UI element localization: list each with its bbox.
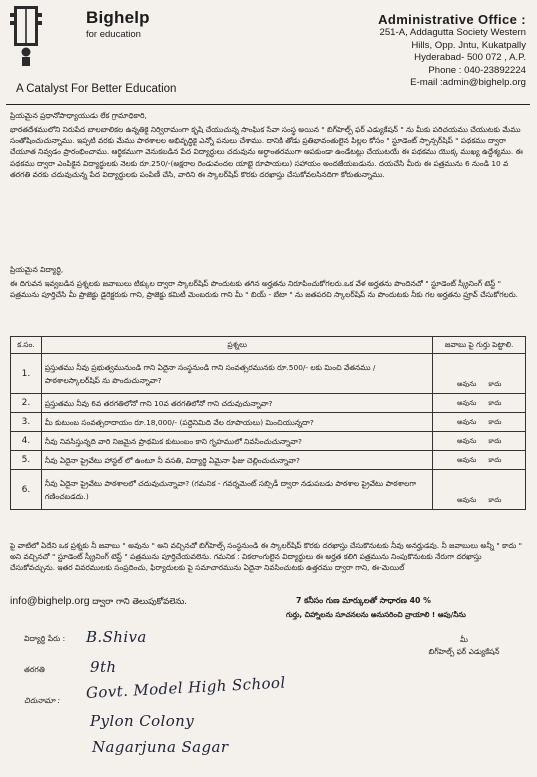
office-phone: Phone : 040-23892224 bbox=[428, 64, 526, 76]
question: నీవు నివసిస్తున్నది వారి నిజమైన ప్రాథమిక కుటుంబం కాని గృహములో నివసించుచున్నావా? bbox=[41, 432, 432, 451]
answer-options[interactable] bbox=[433, 413, 526, 432]
row-number: 4. bbox=[11, 432, 42, 451]
question: మీ కుటుంబ సంవత్సరాదాయం రూ.18,000/- (పద్దెనిమిది వేల రూపాయలు) మించియున్నదా? bbox=[41, 413, 432, 432]
col-sno: క.సం. bbox=[11, 337, 42, 354]
row-number: 5. bbox=[11, 451, 42, 470]
row-number: 2. bbox=[11, 394, 42, 413]
closing-paragraph: పై వాటిలో ఏదేని ఒక ప్రశ్నకు నీ జవాబు " అవును " అని వచ్చినచో బిగ్‌హెల్ప్ సంస్థనుండి ఈ స్కాలర్‌షిప్ కొరకు దరఖాస్తు చేసుకొనుటకు నీవు అనర్హుడవు. నీ జవాబులు అన్నీ " కాదు " అని వచ్చినచో " స్టూడెంట్ స్క్రీనింగ్ టెస్ట్ " పత్రమును పూర్తిచేయవలెను. గమనిక : వికలాంగులైన విద్యార్థులు ఈ అర్హత కలిగి పత్రమును నింపుకొనుటకు నేరుగా దరఖాస్తు చేసుకోవచ్చును. ఇతర వివరములకు సంప్రదించు, ఫిర్యాదులకు పై సమాచారమును ఏదైనా నివసించుటకు ఉత్తరము ద్వారా గాని, ఈ-మెయిల్ bbox=[10, 541, 523, 573]
answer-options[interactable] bbox=[433, 470, 526, 510]
address-line-3[interactable]: Nagarjuna Sagar bbox=[92, 738, 229, 756]
table-row bbox=[11, 354, 526, 394]
bighelp-logo-icon bbox=[8, 4, 44, 68]
col-questions: ప్రశ్నలు bbox=[41, 337, 432, 354]
yes-option[interactable]: అవును bbox=[456, 496, 477, 504]
office-line: 251-A, Addagutta Society Western bbox=[379, 27, 526, 38]
note-marks: 7 కనీసం గుణ మార్కులతో సాధారణ 40 % bbox=[296, 596, 431, 605]
table-row bbox=[11, 413, 526, 432]
intro-paragraph: భారతదేశములోని నిరుపేద బాలబాలికల ఉన్నతికై నిర్విరామంగా కృషి చేయుచున్న సాంఘిక సేవా సంస్థ అయిన " బిగ్‌హెల్ప్ ఫర్ ఎడ్యుకేషన్ " ను మీకు పరిచయము చేయుటకు మేము సంతోషించుచున్నాము. ఇప్పటి వరకు మేము పాఠశాలల అభివృద్ధికై ఎన్నో పనులు చేశాము. దానికి తోడు ప్రతిభావంతులైన పిల్లల కోసం " స్టూడెంట్ స్పాన్సర్‌షిప్ " పథకము ద్వారా చేయూత నివ్వడం ప్రారంభించాము. ఆర్థికముగా వెనుకబడిన పేద విద్యార్థులు చదువును అర్ధాంతరముగా ఆపకుండా ఉండేటట్లు చేయుటయే ఈ పథకము యొక్క ముఖ్య ఉద్దేశ్యము. ఈ పథకము ద్వారా ఎంపికైన విద్యార్థులకు నెలకు రూ.250/-(అక్షరాల రెండువందల యాభై రూపాయలు) సహాయం అందజేయబడును. దయచేసి మీరు ఈ పత్రమును 6 నుండి 10 వ తరగతి వరకు చదువుచున్న పేద విద్యార్థులకు పంపిణీ చేసి, వారిని ఈ స్కాలర్‌షిప్ కొరకు దరఖాస్తు చేసుకోవలసినదిగా కోరుతున్నాము. bbox=[10, 125, 523, 179]
yes-option[interactable]: అవును bbox=[456, 456, 477, 464]
no-option[interactable]: కాదు bbox=[488, 437, 502, 445]
contact-email bbox=[10, 596, 187, 608]
office-title: Administrative Office : bbox=[378, 12, 526, 27]
class-label: తరగతి bbox=[24, 665, 45, 674]
question: ప్రస్తుతము నీవు ప్రభుత్వమునుండి గాని ఏదైనా సంస్థనుండి గాని సంవత్సరమునకు రూ.500/- లకు మించి వేతనము / పాఠశాలస్కాలర్‌షిప్ ను పొందుచున్నావా? bbox=[41, 354, 432, 394]
brand-name: Bighelp bbox=[86, 8, 150, 27]
no-option[interactable]: కాదు bbox=[488, 399, 502, 407]
yes-option[interactable]: అవును bbox=[456, 380, 477, 388]
answer-options[interactable] bbox=[433, 451, 526, 470]
row-number: 6. bbox=[11, 470, 42, 510]
eligibility-table bbox=[10, 336, 526, 510]
brand-subtitle: for education bbox=[86, 29, 141, 40]
table-row bbox=[11, 394, 526, 413]
student-salutation: ప్రియమైన విద్యార్థి, bbox=[10, 265, 64, 274]
answer-options[interactable] bbox=[433, 394, 526, 413]
table-row bbox=[11, 470, 526, 510]
signature-org: బిగ్‌హెల్ప్ ఫర్ ఎడ్యుకేషన్ bbox=[428, 647, 500, 656]
row-number: 1. bbox=[11, 354, 42, 394]
address-line-1[interactable]: Govt. Model High School bbox=[85, 673, 286, 702]
office-address bbox=[306, 12, 526, 90]
yes-option[interactable]: అవును bbox=[456, 399, 477, 407]
tagline: A Catalyst For Better Education bbox=[16, 83, 177, 95]
class-field[interactable]: 9th bbox=[90, 658, 117, 676]
office-line: Hyderabad- 500 072 , A.P. bbox=[414, 52, 526, 64]
table-row bbox=[11, 451, 526, 470]
no-option[interactable]: కాదు bbox=[488, 380, 502, 388]
no-option[interactable]: కాదు bbox=[488, 496, 502, 504]
header-divider bbox=[6, 104, 530, 105]
note-instructions: గుర్తు, చిహ్నాలను సూచనలను అనుసరించి వ్రాయాలి ! ఆపు/నీను bbox=[286, 610, 466, 619]
signature-line: మీ bbox=[460, 635, 468, 644]
office-line: Hills, Opp. Jntu, Kukatpally bbox=[411, 39, 526, 51]
table-header-row bbox=[11, 337, 526, 354]
name-label: విద్యార్థి పేరు : bbox=[24, 634, 66, 643]
salutation: ప్రియమైన ప్రధానోపాధ్యాయుడు లేక గ్రామాధికారి, bbox=[10, 111, 147, 120]
table-row bbox=[11, 432, 526, 451]
row-number: 3. bbox=[11, 413, 42, 432]
no-option[interactable]: కాదు bbox=[488, 418, 502, 426]
office-email: E-mail :admin@bighelp.org bbox=[410, 77, 526, 89]
no-option[interactable]: కాదు bbox=[488, 456, 502, 464]
question: ప్రస్తుతము నీవు 6వ తరగతిలోనో గాని 10వ తరగతిలోనో గాని చదువుచున్నావా? bbox=[41, 394, 432, 413]
brand bbox=[86, 8, 150, 40]
instructions-paragraph: ఈ దిగువన ఇవ్వబడిన ప్రశ్నలకు జవాబులు టిక్కుల ద్వారా స్కాలర్‌షిప్ పొందుటకు తగిన అర్హతను నిరూపించుకోగలరు.ఒక వేళ అర్హతను పొందినచో " స్టూడెంట్ స్క్రీనింగ్ టెస్ట్ " పత్రమును పూర్తిచేసి మీ ప్రాజెక్టు డైరెక్టరుకు గాని, ప్రాజెక్టు కమిటీ మెంబరుకు గాని మీ " బియ్ - బేటా " ను జతపరచి స్కాలర్‌షిప్ ను పొందుటకు నీకు గల అర్హతను ప్రూవ్ చేసుకోగలరు. bbox=[10, 279, 519, 300]
email-link[interactable]: info@bighelp.org bbox=[10, 595, 90, 607]
address-label: చిరునామా : bbox=[24, 696, 61, 705]
name-field[interactable]: B.Shiva bbox=[86, 628, 147, 646]
answer-options[interactable] bbox=[433, 432, 526, 451]
address-line-2[interactable]: Pylon Colony bbox=[90, 712, 195, 730]
question: నీవు ఏదైనా ప్రైవేటు హాస్టల్ లో ఉంటూ నీ వసతి, విద్యార్థి ఏమైనా ఫీజు చెల్లించుచున్నావా? bbox=[41, 451, 432, 470]
yes-option[interactable]: అవును bbox=[456, 437, 477, 445]
email-suffix: ద్వారా గాని తెలుపుకోవలెను. bbox=[92, 597, 188, 607]
signature-block bbox=[404, 634, 524, 658]
yes-option[interactable]: అవును bbox=[456, 418, 477, 426]
col-answer: జవాబు పై గుర్తు పెట్టాలి. bbox=[433, 337, 526, 354]
answer-options[interactable] bbox=[433, 354, 526, 394]
question: నీవు ఏదైనా ప్రైవేటు పాఠశాలలో చదువుచున్నావా? (గమనిక - గవర్నమెంట్ సబ్సిడీ ద్వారా నడుపబడు పాఠశాల ప్రైవేటు పాఠశాలగా గణించబడదు.) bbox=[41, 470, 432, 510]
